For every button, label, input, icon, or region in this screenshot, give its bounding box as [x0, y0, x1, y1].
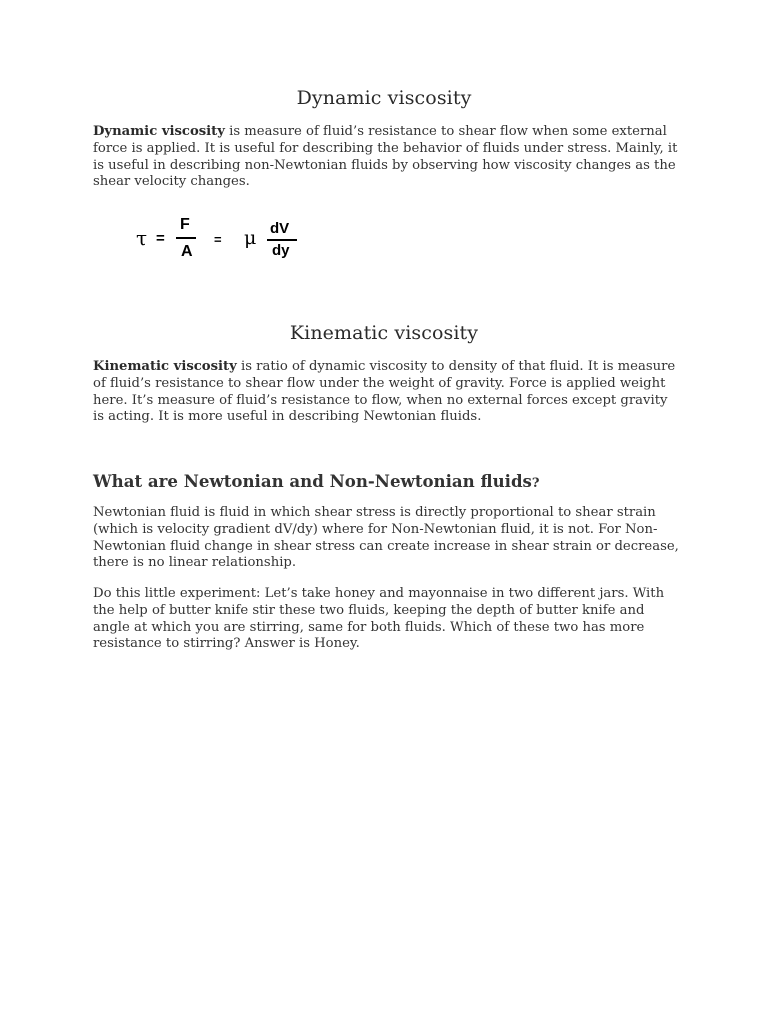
newtonian-fluids-paragraph: Newtonian fluid is fluid in which shear stress is directly proportional to shear strain (which is velocity gradient dV/dy) where for Non-Newtonian fluid, it is not. For Non-Newtonian fluid change in shear stress can create increase in shear strain or decrease, there is no linear relationship.: [93, 505, 679, 571]
kinematic-viscosity-term: Kinematic viscosity: [93, 359, 237, 374]
velocity-numerator: dV: [270, 220, 290, 237]
newtonian-fluids-heading: [93, 471, 540, 491]
fraction-bar: [176, 237, 196, 239]
area-denominator: A: [181, 243, 193, 260]
dynamic-viscosity-heading: Dynamic viscosity: [296, 87, 472, 109]
dynamic-viscosity-text: is measure of fluid’s resistance to shear flow when some external force is applied. It is useful for describing the behavior of fluids under stress. Mainly, it is useful in describing non-Newtonian fluids by observing how viscosity changes as the shear velocity changes.: [93, 124, 678, 190]
mu-symbol: μ: [244, 227, 257, 249]
force-numerator: F: [180, 216, 190, 233]
kinematic-viscosity-heading: Kinematic viscosity: [289, 322, 479, 344]
equals-sign-2: =: [214, 232, 222, 247]
equals-sign: =: [156, 230, 165, 247]
dynamic-viscosity-paragraph: [93, 124, 681, 191]
question-mark: ?: [531, 476, 540, 491]
dynamic-viscosity-term: Dynamic viscosity: [93, 124, 225, 139]
newtonian-fluids-heading-text: What are Newtonian and Non-Newtonian fluids: [93, 471, 532, 491]
tau-symbol: τ: [136, 226, 148, 250]
kinematic-viscosity-paragraph: [93, 359, 681, 426]
experiment-paragraph: Do this little experiment: Let’s take honey and mayonnaise in two different jars. With the help of butter knife stir these two fluids, keeping the depth of butter knife and angle at which you are stirring, same for both fluids. Which of these two has more resistance to stirring? Answer is Honey.: [93, 586, 665, 652]
shear-stress-formula: [134, 212, 334, 264]
fraction-bar-2: [267, 239, 297, 241]
kinematic-viscosity-text: is ratio of dynamic viscosity to density of that fluid. It is measure of fluid’s resistance to shear flow under the weight of gravity. Force is applied weight here. It’s measure of fluid’s resistance to flow, when no external forces except gravity is acting. It is more useful in describing Newtonian fluids.: [93, 359, 676, 425]
distance-denominator: dy: [272, 242, 290, 259]
